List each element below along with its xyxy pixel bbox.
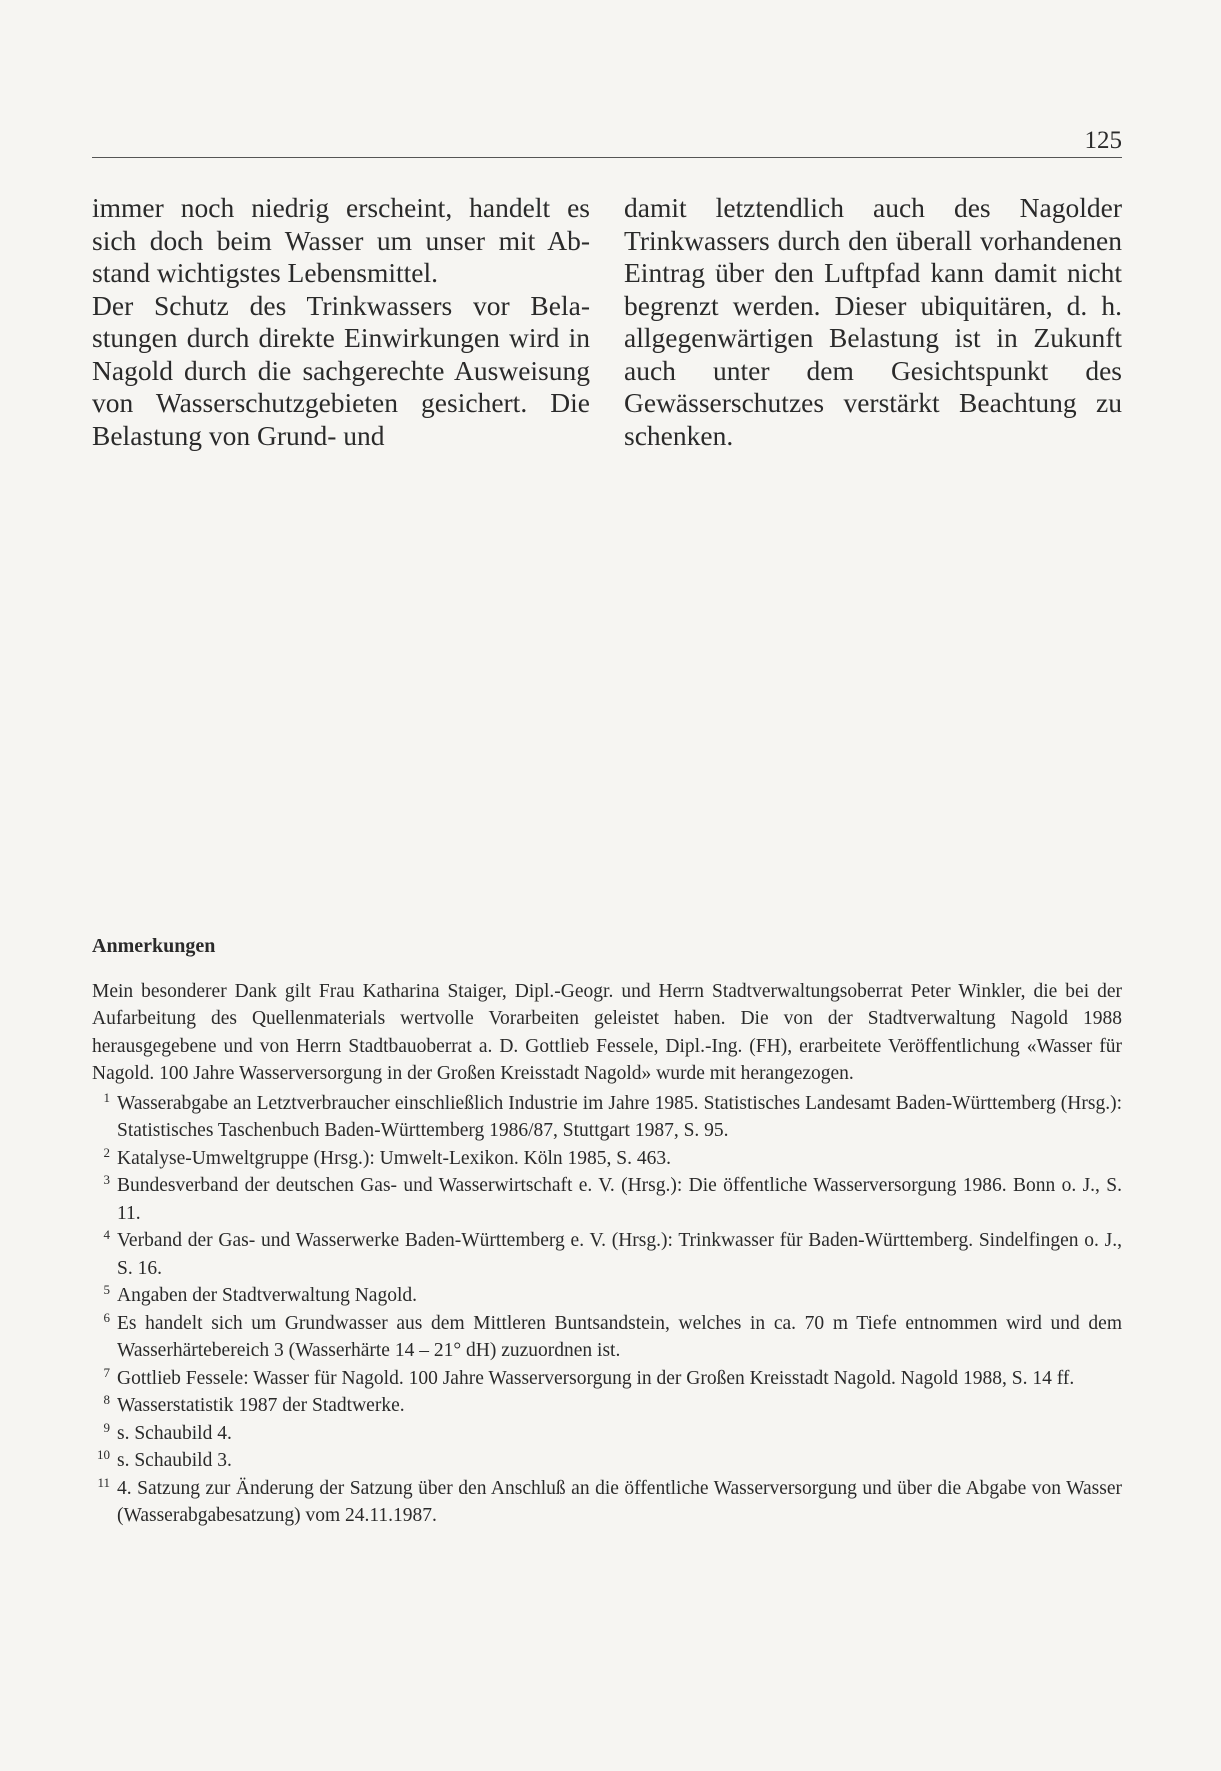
notes-heading: Anmerkungen bbox=[92, 935, 216, 957]
footnote-text: Bundesverband der deutschen Gas- und Wasserwirtschaft e. V. (Hrsg.): Die öffentliche Wasserversorgung 1986. Bonn o. J., S. 11. bbox=[117, 1175, 1122, 1224]
footnote bbox=[92, 1365, 1122, 1393]
footnote-number: 7 bbox=[103, 1364, 110, 1380]
footnote-number: 5 bbox=[103, 1282, 110, 1297]
footnote-text: Gottlieb Fessele: Wasser für Nagold. 100 Jahre Wasserversorgung in der Großen Kreisstadt Nagold. Nagold 1988, S. 14 ff. bbox=[117, 1367, 1075, 1389]
footnote-number: 3 bbox=[103, 1172, 110, 1187]
page-number: 125 bbox=[1084, 127, 1122, 154]
footnote bbox=[92, 1420, 1122, 1448]
footnote-number: 8 bbox=[103, 1392, 110, 1407]
footnote-text: Wasserstatistik 1987 der Stadtwerke. bbox=[117, 1395, 405, 1416]
footnote-number: 9 bbox=[103, 1419, 110, 1435]
footnote-number: 11 bbox=[97, 1474, 110, 1490]
body-paragraph: Der Schutz des Trinkwassers vor Belastungen durch direkte Einwirkungen wird in Nagold durch die sachgerechte Ausweisung von Wasserschutzgebieten gesichert. Die Belastung von Grund- und bbox=[92, 289, 590, 451]
footnote-number: 10 bbox=[97, 1447, 110, 1462]
notes-intro: Mein besonderer Dank gilt Frau Katharina Staiger, Dipl.-Geogr. und Herrn Stadtverwaltungsoberrat Peter Winkler, die bei der Aufarbeitung des Quellenmaterials wertvolle Vorarbeiten geleistet haben. Die von der Stadtverwaltung Nagold 1988 herausgegebene und von Herrn Stadtbauoberrat a. D. Gottlieb Fessele, Dipl.-Ing. (FH), erarbeitete Veröffentlichung «Wasser für Nagold. 100 Jahre Wasserversorgung in der Großen Kreisstadt Nagold» wurde mit herangezogen. bbox=[92, 980, 1122, 1084]
footnote-number: 4 bbox=[103, 1227, 110, 1242]
body-column-left bbox=[92, 192, 590, 452]
footnote bbox=[92, 1172, 1122, 1227]
notes-section bbox=[92, 933, 1122, 1530]
footnote-text: Wasserabgabe an Letztverbraucher einschließlich Industrie im Jahre 1985. Statistisches Landesamt Baden-Württemberg (Hrsg.): Statistisches Taschenbuch Baden-Württemberg 1986/87, Stuttgart 1987, S. 95. bbox=[117, 1092, 1122, 1141]
footnote-text: 4. Satzung zur Änderung der Satzung über den Anschluß an die öffentliche Wasserversorgung und über die Abgabe von Wasser (Wasserabgabesatzung) vom 24.11.1987. bbox=[117, 1477, 1122, 1526]
footnote bbox=[92, 1310, 1122, 1365]
body-paragraph: damit letztendlich auch des Nagolder Trinkwassers durch den überall vorhandenen Eintrag über den Luftpfad kann damit nicht begrenzt werden. Dieser ubiquitären, d. h. allgegenwärtigen Belastung ist in Zukunft auch unter dem Gesichtspunkt des Gewässerschutzes verstärkt Beachtung zu schenken. bbox=[624, 192, 1122, 451]
footnote-text: s. Schaubild 4. bbox=[117, 1422, 232, 1444]
header-rule bbox=[92, 157, 1122, 158]
footnote-text: Verband der Gas- und Wasserwerke Baden-Württemberg e. V. (Hrsg.): Trinkwasser für Baden-Württemberg. Sindelfingen o. J., S. 16. bbox=[117, 1230, 1122, 1279]
footnote-number: 2 bbox=[103, 1144, 110, 1160]
footnote bbox=[92, 1447, 1122, 1475]
footnote-number: 1 bbox=[103, 1089, 110, 1105]
footnote-text: s. Schaubild 3. bbox=[117, 1450, 232, 1471]
footnote-number: 6 bbox=[103, 1309, 110, 1325]
footnote bbox=[92, 1145, 1122, 1173]
footnote bbox=[92, 1392, 1122, 1420]
body-paragraph: immer noch niedrig erscheint, handelt es sich doch beim Wasser um unser mit Abstand wichtigstes Lebensmittel. bbox=[92, 192, 590, 288]
footnote-text: Katalyse-Umweltgruppe (Hrsg.): Umwelt-Lexikon. Köln 1985, S. 463. bbox=[117, 1147, 672, 1169]
footnote-text: Angaben der Stadtverwaltung Nagold. bbox=[117, 1285, 418, 1306]
footnote bbox=[92, 1090, 1122, 1145]
footnote bbox=[92, 1475, 1122, 1530]
body-column-right bbox=[624, 192, 1122, 452]
footnote-text: Es handelt sich um Grundwasser aus dem Mittleren Buntsandstein, welches in ca. 70 m Tiefe entnommen wird und dem Wasserhärtebereich 3 (Wasserhärte 14 – 21° dH) zuzuordnen ist. bbox=[117, 1312, 1122, 1361]
footnote bbox=[92, 1282, 1122, 1310]
footnote bbox=[92, 1227, 1122, 1282]
